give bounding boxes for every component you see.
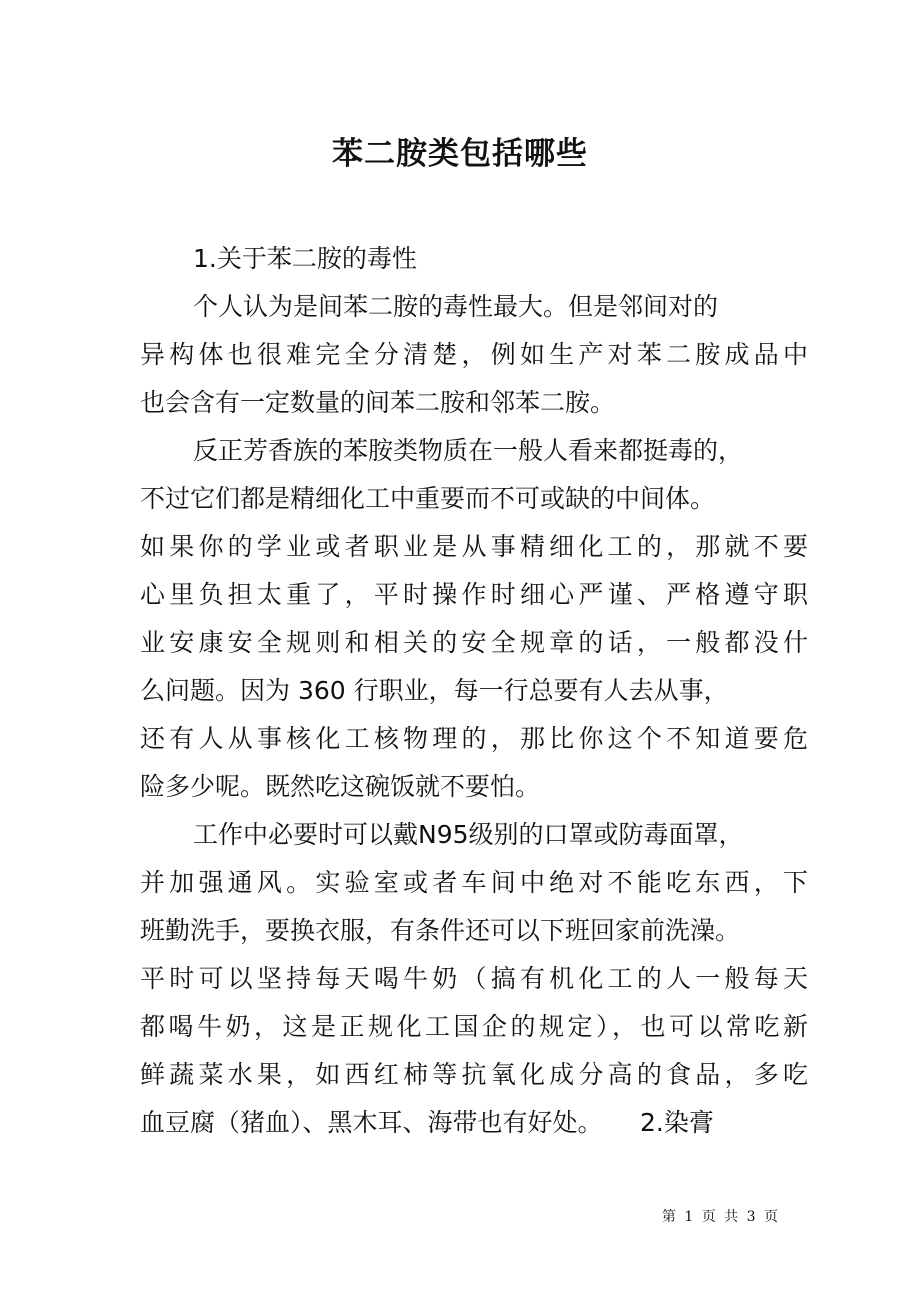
- body-line: 个人认为是间苯二胺的毒性最大。但是邻间对的: [193, 292, 719, 321]
- body-line: 都喝牛奶，这是正规化工国企的规定），也可以常吃新: [140, 1012, 808, 1041]
- body-line: 并加强通风。实验室或者车间中绝对不能吃东西，下: [140, 868, 808, 897]
- body-line: 心里负担太重了，平时操作时细心严谨、严格遵守职: [140, 580, 808, 609]
- body-line: 血豆腐（猪血）、黑木耳、海带也有好处。 2.染膏: [140, 1108, 714, 1137]
- body-line: 班勤洗手，要换衣服，有条件还可以下班回家前洗澡。: [140, 916, 741, 945]
- body-line: 异构体也很难完全分清楚，例如生产对苯二胺成品中: [140, 340, 808, 369]
- page-title: 苯二胺类包括哪些: [332, 136, 588, 172]
- section-heading: 1.关于苯二胺的毒性: [193, 244, 417, 273]
- body-line: 还有人从事核化工核物理的，那比你这个不知道要危: [140, 724, 808, 753]
- body-line: 也会含有一定数量的间苯二胺和邻苯二胺。: [140, 388, 616, 417]
- body-line: 险多少呢。既然吃这碗饭就不要怕。: [140, 772, 541, 801]
- body-line: 么问题。因为 360 行职业，每一行总要有人去从事，: [140, 676, 729, 705]
- body-line: 业安康安全规则和相关的安全规章的话，一般都没什: [140, 628, 808, 657]
- document-body: [140, 235, 808, 1147]
- body-line: 平时可以坚持每天喝牛奶（搞有机化工的人一般每天: [140, 964, 808, 993]
- body-line: 反正芳香族的苯胺类物质在一般人看来都挺毒的，: [193, 436, 744, 465]
- body-line: 工作中必要时可以戴N95级别的口罩或防毒面罩，: [193, 820, 744, 849]
- body-line: 如果你的学业或者职业是从事精细化工的，那就不要: [140, 532, 808, 561]
- body-line: 不过它们都是精细化工中重要而不可或缺的中间体。: [140, 484, 716, 513]
- page-number-footer: 第 1 页 共 3 页: [661, 1209, 780, 1225]
- body-line: 鲜蔬菜水果，如西红柿等抗氧化成分高的食品，多吃: [140, 1060, 808, 1089]
